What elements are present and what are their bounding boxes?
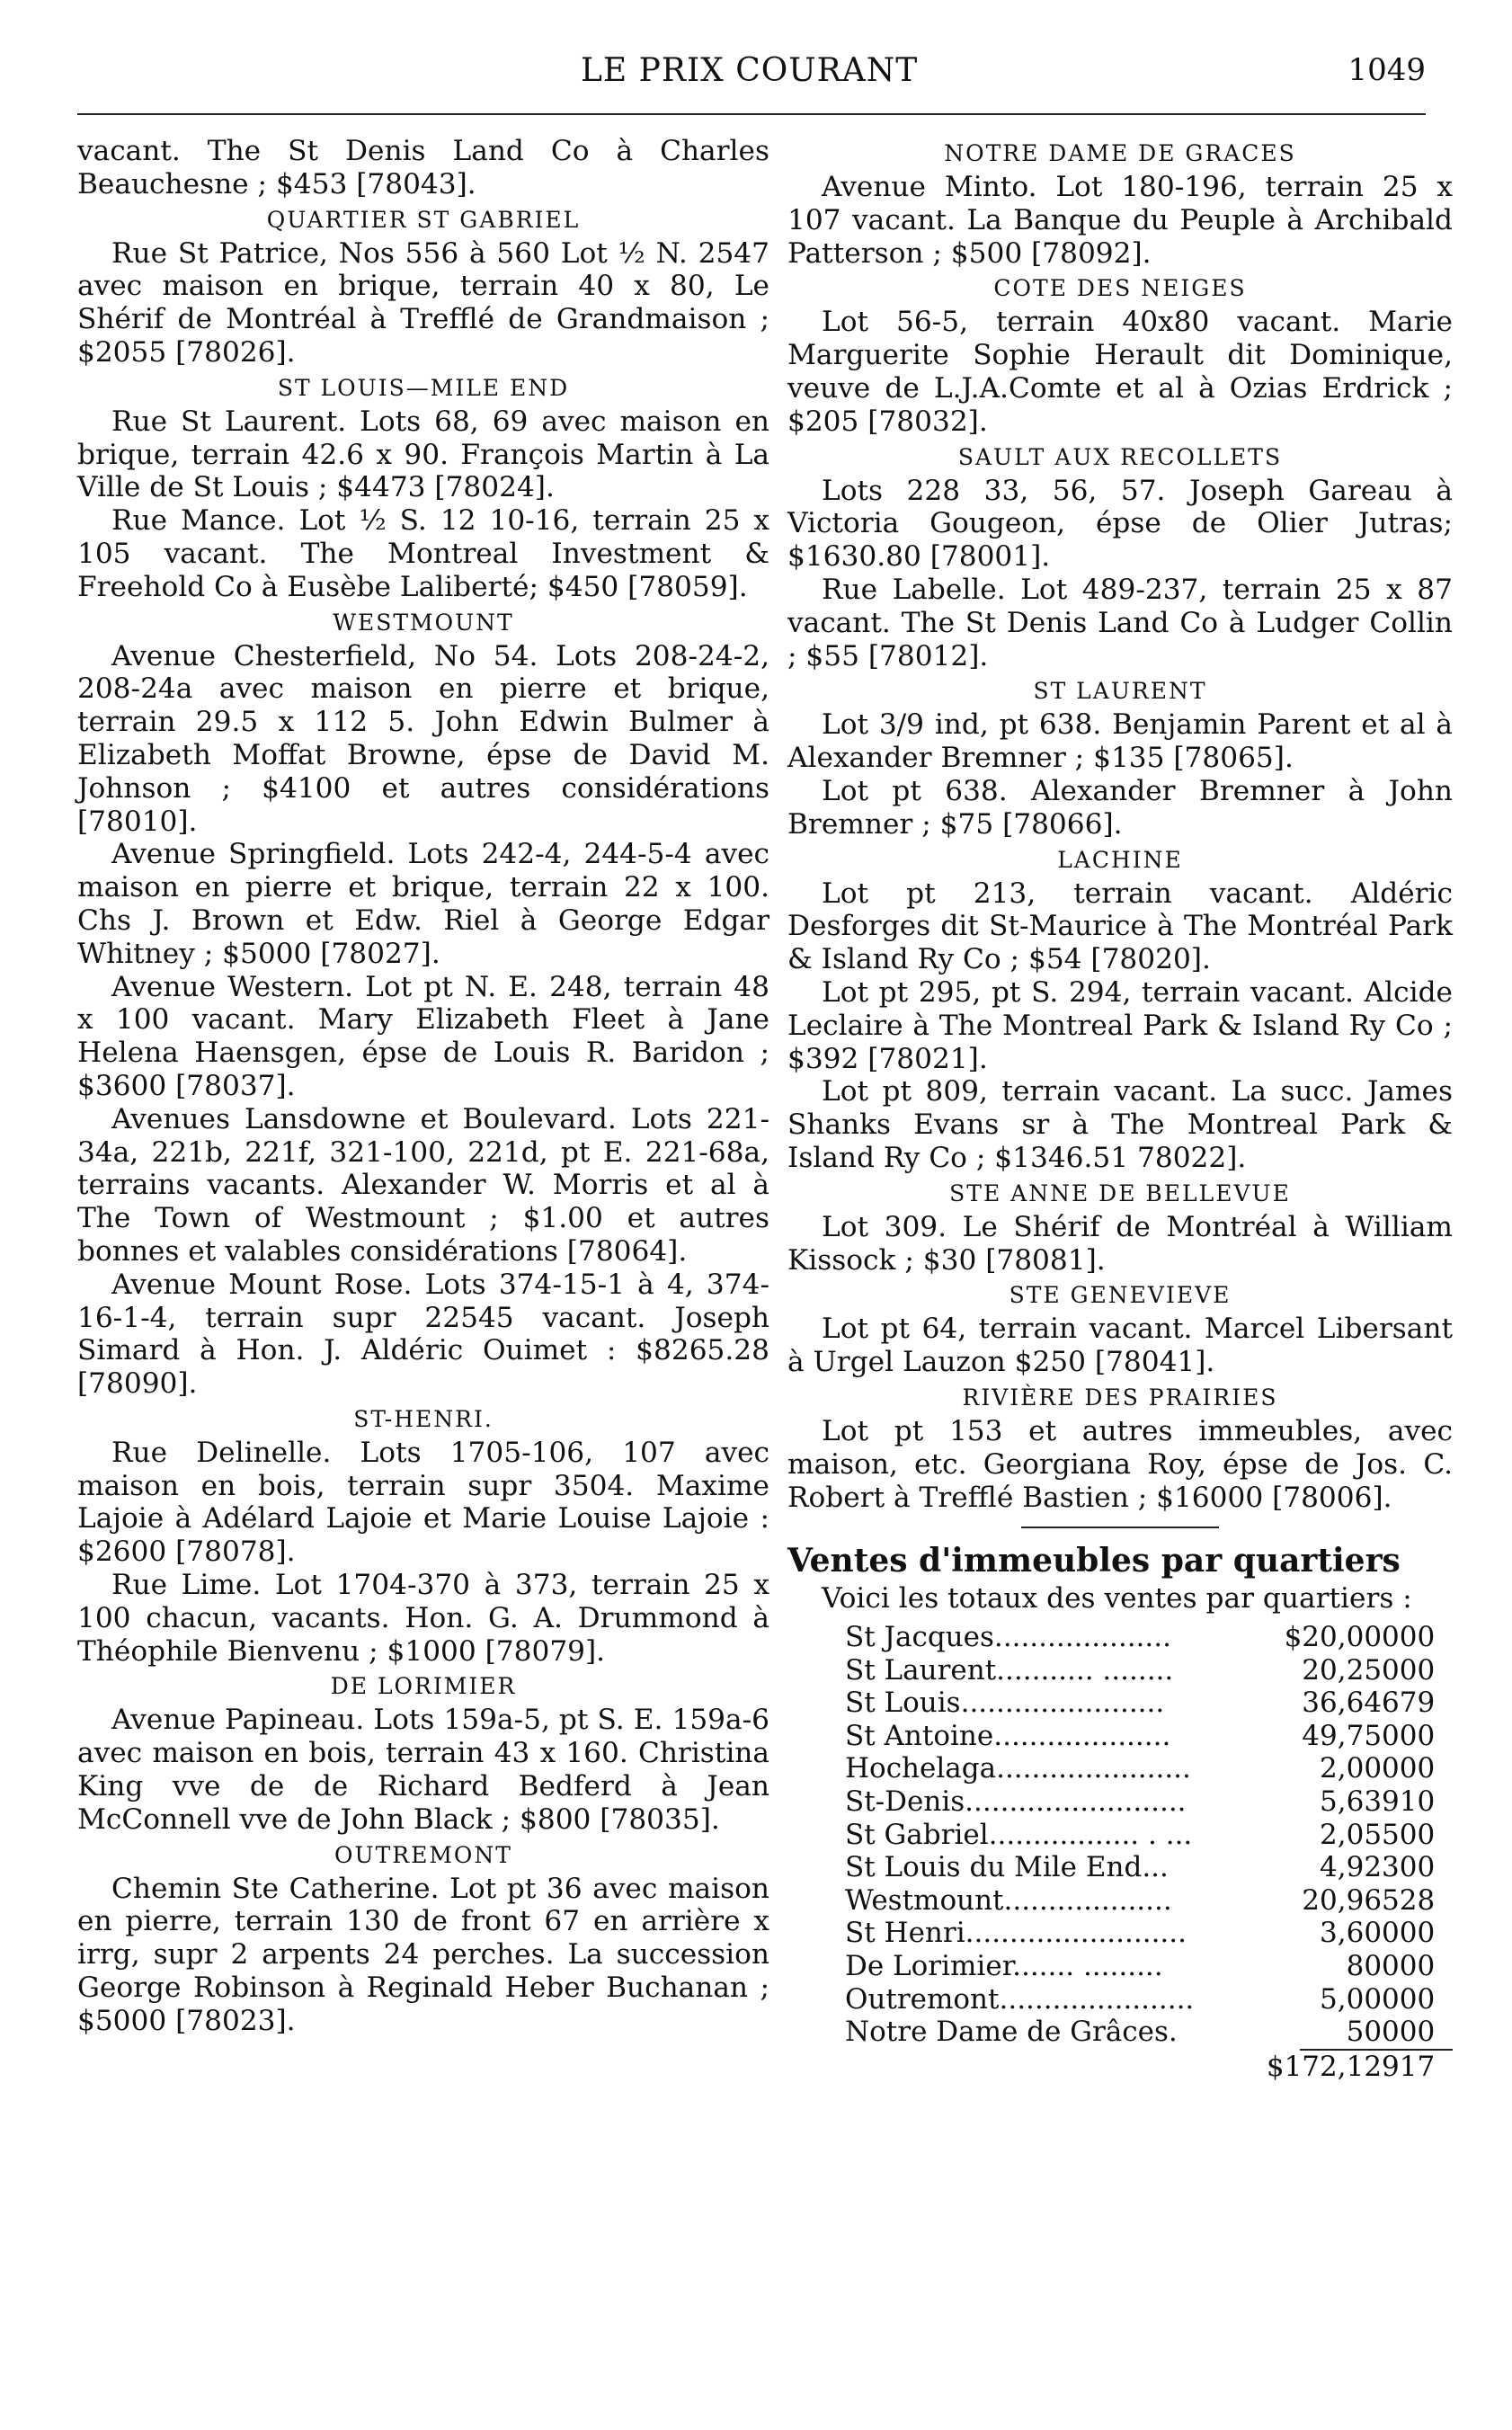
district-label: St Jacques [845, 1621, 994, 1654]
leader-dots: ...................... [996, 1752, 1191, 1785]
paragraph: Lot pt 638. Alexander Bremner à John Bremner ; $75 [78066]. [787, 774, 1453, 841]
paragraph: Lot pt 213, terrain vacant. Aldéric Desforges dit St-Maurice à The Montréal Park & Island Ry Co ; $54 [78020]. [787, 877, 1453, 976]
district-name [845, 1720, 1239, 1753]
leader-dots: ....... ......... [1012, 1950, 1163, 1983]
sale-cents: 00 [1399, 1653, 1436, 1687]
grand-total-cents: 17 [1399, 2050, 1436, 2083]
paragraph: Avenue Springfield. Lots 242-4, 244-5-4 avec maison en pierre et brique, terrain 22 x 100. Chs J. Brown et Edw. Riel à George Edgar Whitney ; $5000 [78027]. [77, 838, 769, 970]
paragraph: Avenue Minto. Lot 180-196, terrain 25 x 107 vacant. La Banque du Peuple à Archibald Patterson ; $500 [78092]. [787, 171, 1453, 270]
district-heading: DE LORIMIER [330, 1673, 517, 1700]
district-name [845, 1819, 1239, 1852]
district-label: Notre Dame de Grâces. [845, 2016, 1178, 2049]
totals-row [845, 1720, 1453, 1753]
district-heading: WESTMOUNT [333, 609, 514, 636]
left-column [77, 135, 769, 2038]
paragraph: Lot pt 64, terrain vacant. Marcel Libersant à Urgel Lauzon $250 [78041]. [787, 1313, 1453, 1379]
sale-value: 500 [1346, 2016, 1400, 2049]
sale-cents: 00 [1399, 1621, 1436, 1654]
sale-value: 3,600 [1320, 1917, 1400, 1950]
sale-cents: 00 [1399, 1950, 1436, 1983]
totals-row [845, 1851, 1453, 1884]
totals-row [845, 1983, 1453, 2016]
district-heading: COTE DES NEIGES [993, 275, 1247, 302]
district-name [845, 2016, 1239, 2049]
district-label: St Laurent [845, 1653, 997, 1687]
grand-total-value: $172,129 [1266, 2050, 1400, 2083]
district-label: Westmount [845, 1883, 1004, 1917]
leader-dots: .................... [993, 1719, 1171, 1752]
district-name [845, 1851, 1239, 1884]
paragraph: Rue St Patrice, Nos 556 à 560 Lot ½ N. 2547 avec maison en brique, terrain 40 x 80, Le Shérif de Montréal à Trefflé de Grandmaison ; $2055 [78026]. [77, 236, 769, 369]
paragraph: vacant. The St Denis Land Co à Charles Beauchesne ; $453 [78043]. [77, 135, 769, 200]
district-label: St-Denis [845, 1785, 965, 1819]
district-label: St Henri [845, 1917, 965, 1950]
page-header [77, 52, 1426, 106]
district-label: St Antoine [845, 1719, 994, 1752]
leader-dots: ....................... [960, 1687, 1165, 1720]
sale-cents: 00 [1399, 2016, 1436, 2049]
paragraph: Lot 56-5, terrain 40x80 vacant. Marie Marguerite Sophie Herault dit Dominique, veuve de L.J.A.Comte et al à Ozias Erdrick ; $205 [78032]. [787, 306, 1453, 438]
sale-value: 20,965 [1302, 1883, 1400, 1917]
totals-row [845, 1785, 1453, 1819]
paragraph: Avenue Mount Rose. Lots 374-15-1 à 4, 374-16-1-4, terrain supr 22545 vacant. Joseph Simard à Hon. J. Aldéric Ouimet : $8265.28 [78090]. [77, 1268, 769, 1401]
district-label: De Lorimier [845, 1950, 1013, 1983]
totals-row [845, 1950, 1453, 1983]
leader-dots: ... [1142, 1851, 1169, 1884]
sale-value: 5,639 [1320, 1785, 1400, 1819]
district-name [845, 1917, 1239, 1950]
sale-value: 4,923 [1320, 1851, 1400, 1884]
sale-value: 20,250 [1302, 1653, 1400, 1687]
totals-row [845, 1917, 1453, 1950]
totals-row [845, 1654, 1453, 1687]
paragraph: Avenue Chesterfield, No 54. Lots 208-24-2, 208-24a avec maison en pierre et brique, terrain 29.5 x 112 5. John Edwin Bulmer à Elizabeth Moffat Browne, épse de David M. Johnson ; $4100 et autres considérations [78010]. [77, 639, 769, 838]
paragraph: Lots 228 33, 56, 57. Joseph Gareau à Victoria Gougeon, épse de Olier Jutras; $1630.80 [78001]. [787, 474, 1453, 574]
leader-dots: ................... [1003, 1883, 1172, 1917]
district-name [845, 1950, 1239, 1983]
sale-cents: 00 [1399, 1719, 1436, 1752]
sale-value: 5,000 [1320, 1982, 1400, 2016]
totals-row [845, 1819, 1453, 1852]
grand-total-row [845, 2051, 1453, 2084]
district-name [845, 1654, 1239, 1687]
sale-value: 2,000 [1320, 1752, 1400, 1785]
district-heading: LACHINE [1057, 846, 1183, 873]
district-label: St Louis [845, 1687, 961, 1720]
totals-row [845, 1687, 1453, 1720]
district-name [845, 1752, 1239, 1785]
district-heading: ST LAURENT [1033, 678, 1207, 705]
district-heading: STE GENEVIEVE [1009, 1282, 1232, 1309]
district-heading: SAULT AUX RECOLLETS [957, 443, 1283, 470]
section-title: Ventes d'immeubles par quartiers [787, 1542, 1401, 1580]
leader-dots: .................... [993, 1621, 1171, 1654]
sale-cents: 79 [1399, 1687, 1436, 1720]
paragraph: Lot pt 809, terrain vacant. La succ. James Shanks Evans sr à The Montreal Park & Island Ry Co ; $1346.51 78022]. [787, 1075, 1453, 1174]
paragraph: Rue Labelle. Lot 489-237, terrain 25 x 87 vacant. The St Denis Land Co à Ludger Collin ; $55 [78012]. [787, 573, 1453, 672]
header-rule [77, 113, 1426, 115]
district-heading: QUARTIER ST GABRIEL [266, 206, 581, 233]
district-heading: STE ANNE DE BELLEVUE [949, 1179, 1291, 1206]
leader-dots: ........... ........ [996, 1653, 1174, 1687]
paragraph: Lot pt 153 et autres immeubles, avec maison, etc. Georgiana Roy, épse de Jos. C. Robert à Trefflé Bastien ; $16000 [78006]. [787, 1414, 1453, 1514]
sale-cents: 00 [1399, 1818, 1436, 1851]
district-name [845, 1983, 1239, 2016]
paragraph: Avenues Lansdowne et Boulevard. Lots 221-34a, 221b, 221f, 321-100, 221d, pt E. 221-68a, terrains vacants. Alexander W. Morris et al à The Town of Westmount ; $1.00 et autres bonnes et valables considérations [78064]. [77, 1102, 769, 1268]
district-name [845, 1687, 1239, 1720]
page-number: 1049 [1347, 52, 1426, 88]
paragraph: Lot pt 295, pt S. 294, terrain vacant. Alcide Leclaire à The Montreal Park & Island Ry Co ; $392 [78021]. [787, 975, 1453, 1075]
district-label: Hochelaga [845, 1752, 997, 1785]
paragraph: Lot 3/9 ind, pt 638. Benjamin Parent et al à Alexander Bremner ; $135 [78065]. [787, 708, 1453, 775]
totals-intro: Voici les totaux des ventes par quartiers : [822, 1582, 1412, 1616]
sale-value: 800 [1346, 1950, 1400, 1983]
district-heading: OUTREMONT [334, 1841, 512, 1868]
sale-cents: 28 [1399, 1883, 1436, 1917]
paragraph: Lot 309. Le Shérif de Montréal à William Kissock ; $30 [78081]. [787, 1210, 1453, 1277]
district-label: St Louis du Mile End [845, 1851, 1143, 1884]
district-name [845, 1884, 1239, 1918]
paragraph: Avenue Papineau. Lots 159a-5, pt S. E. 159a-6 avec maison en bois, terrain 43 x 160. Christina King vve de de Richard Bedferd à Jean McConnell vve de John Black ; $800 [78035]. [77, 1704, 769, 1836]
leader-dots: ......................... [965, 1785, 1187, 1819]
district-heading: ST LOUIS—MILE END [277, 374, 570, 401]
paragraph: Avenue Western. Lot pt N. E. 248, terrain 48 x 100 vacant. Mary Elizabeth Fleet à Jane Helena Haensgen, épse de Louis R. Baridon ; $3600 [78037]. [77, 970, 769, 1102]
leader-dots: ......................... [965, 1917, 1187, 1950]
sale-cents: 00 [1399, 1917, 1436, 1950]
totals-row [845, 1884, 1453, 1918]
totals-row [845, 1752, 1453, 1785]
sale-cents: 00 [1399, 1982, 1436, 2016]
sale-cents: 00 [1399, 1752, 1436, 1785]
sale-value: 49,750 [1302, 1719, 1400, 1752]
sale-value: $20,000 [1284, 1621, 1400, 1654]
right-column [787, 135, 1453, 2083]
leader-dots: ................. . ... [988, 1818, 1193, 1851]
district-heading: NOTRE DAME DE GRACES [944, 140, 1296, 166]
totals-table [845, 1621, 1453, 2083]
sale-value: 36,646 [1302, 1687, 1400, 1720]
section-divider [1021, 1527, 1219, 1528]
running-title: LE PRIX COURANT [581, 52, 919, 89]
district-label: Outremont [845, 1982, 1000, 2016]
district-name [845, 1621, 1239, 1654]
sale-cents: 10 [1399, 1785, 1436, 1819]
paragraph: Chemin Ste Catherine. Lot pt 36 avec maison en pierre, terrain 130 de front 67 en arrière x irrg, supr 2 arpents 24 perches. La succession George Robinson à Reginald Heber Buchanan ; $5000 [78023]. [77, 1872, 769, 2037]
sale-cents: 00 [1399, 1851, 1436, 1884]
paragraph: Rue Mance. Lot ½ S. 12 10-16, terrain 25 x 105 vacant. The Montreal Investment & Freehold Co à Eusèbe Laliberté; $450 [78059]. [77, 504, 769, 603]
paragraph: Rue Delinelle. Lots 1705-106, 107 avec maison en bois, terrain supr 3504. Maxime Lajoie à Adélard Lajoie et Marie Louise Lajoie : $2600 [78078]. [77, 1436, 769, 1569]
district-heading: ST-HENRI. [353, 1405, 494, 1432]
paragraph: Rue Lime. Lot 1704-370 à 373, terrain 25 x 100 chacun, vacants. Hon. G. A. Drummond à Théophile Bienvenu ; $1000 [78079]. [77, 1569, 769, 1668]
leader-dots: ...................... [999, 1982, 1195, 2016]
district-heading: RIVIÈRE DES PRAIRIES [962, 1384, 1278, 1411]
sale-value: 2,055 [1320, 1818, 1400, 1851]
totals-row [845, 1621, 1453, 1654]
paragraph: Rue St Laurent. Lots 68, 69 avec maison en brique, terrain 42.6 x 90. François Martin à La Ville de St Louis ; $4473 [78024]. [77, 405, 769, 504]
totals-row [845, 2016, 1453, 2049]
district-name [845, 1785, 1239, 1819]
district-label: St Gabriel [845, 1818, 989, 1851]
